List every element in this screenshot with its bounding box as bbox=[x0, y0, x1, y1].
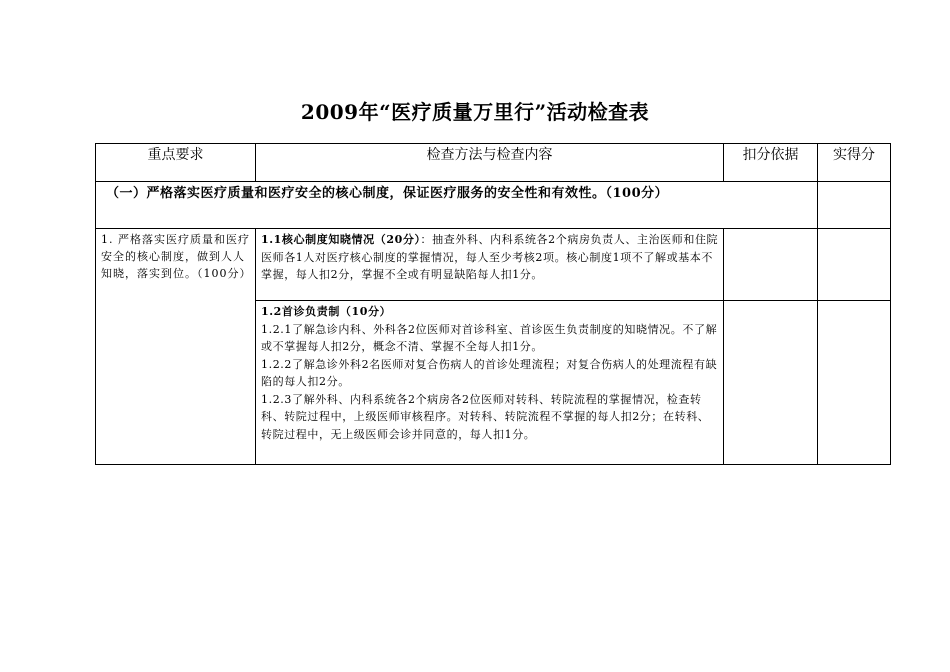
requirement-cell: 1. 严格落实医疗质量和医疗安全的核心制度，做到人人知晓，落实到位。（100分） bbox=[96, 229, 256, 465]
item-body: ：抽查外科、内科系统各2个病房负责人、主治医师和住院医师各1人对医疗核心制度的掌握情况，每人至少考核2项。核心制度1项不了解或基本不掌握，每人扣2分，掌握不全或有明显缺陷每人扣1分。 bbox=[261, 233, 719, 281]
deduction-cell bbox=[724, 301, 818, 465]
header-row bbox=[96, 144, 891, 182]
inspection-table bbox=[95, 143, 891, 465]
item-content-cell bbox=[256, 301, 724, 465]
item-line: 1.2.2了解急诊外科2名医师对复合伤病人的首诊处理流程；对复合伤病人的处理流程有缺陷的每人扣2分。 bbox=[261, 357, 718, 388]
header-actual-score: 实得分 bbox=[818, 144, 891, 182]
item-heading: 1.1核心制度知晓情况（20分） bbox=[261, 233, 421, 246]
section-row bbox=[96, 182, 891, 229]
section-score-cell bbox=[818, 182, 891, 229]
score-cell bbox=[818, 301, 891, 465]
section-heading bbox=[96, 182, 818, 229]
page-title: 2009年“医疗质量万里行”活动检查表 bbox=[300, 100, 650, 124]
score-cell bbox=[818, 229, 891, 301]
header-key-requirements: 重点要求 bbox=[96, 144, 256, 182]
item-content-cell bbox=[256, 229, 724, 301]
header-check-method: 检查方法与检查内容 bbox=[256, 144, 724, 182]
table-row bbox=[96, 229, 891, 301]
section-heading-text: （一）严格落实医疗质量和医疗安全的核心制度，保证医疗服务的安全性和有效性。（100分） bbox=[106, 186, 669, 201]
item-line: 1.2.3了解外科、内科系统各2个病房各2位医师对转科、转院流程的掌握情况，检查转科、转院过程中，上级医师审核程序。对转科、转院流程不掌握的每人扣2分；在转科、转院过程中，无上级医师会诊并同意的，每人扣1分。 bbox=[261, 392, 710, 441]
deduction-cell bbox=[724, 229, 818, 301]
header-deduction-basis: 扣分依据 bbox=[724, 144, 818, 182]
item-heading: 1.2首诊负责制（10分） bbox=[261, 305, 392, 318]
item-line: 1.2.1了解急诊内科、外科各2位医师对首诊科室、首诊医生负责制度的知晓情况。不了解或不掌握每人扣2分，概念不清、掌握不全每人扣1分。 bbox=[261, 322, 718, 353]
